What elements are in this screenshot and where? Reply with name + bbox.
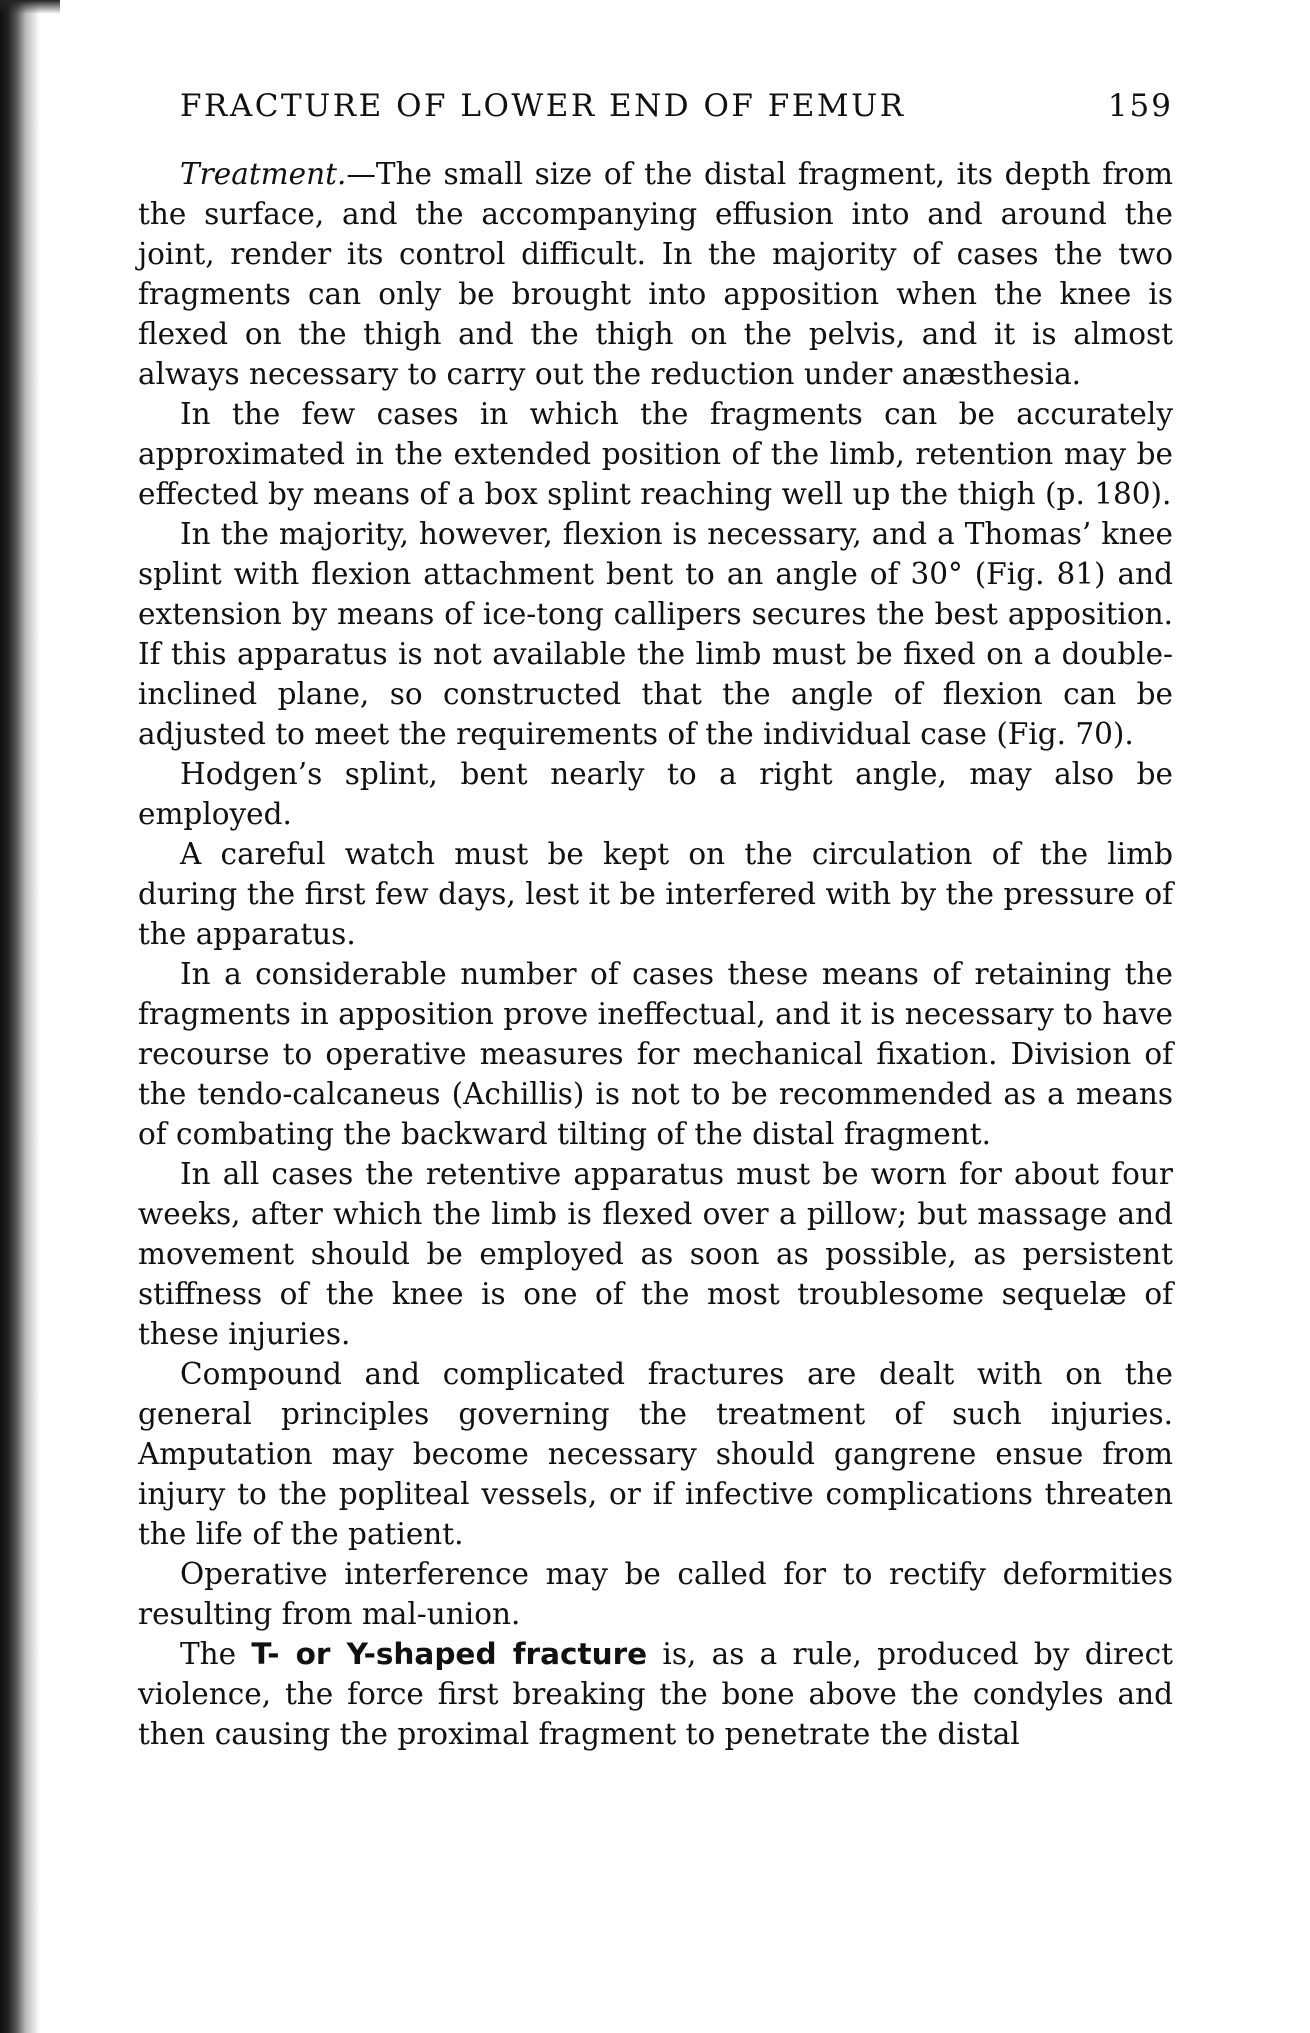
running-head-title: FRACTURE OF LOWER END OF FEMUR bbox=[180, 88, 906, 124]
paragraph-flexion bbox=[138, 514, 1173, 754]
book-page bbox=[138, 88, 1173, 1754]
paragraph-text: In the majority, however, flexion is necessary, and a Thomas’ knee splint with flexion attachment bent to an angle of 30° (Fig. 81) and extension by means of ice-tong callipers secures the best apposition. If this apparatus is not available the limb must be fixed on a double-inclined plane, so constructed that the angle of flexion can be adjusted to meet the requirements of the individual case (Fig. 70). bbox=[138, 517, 1173, 751]
paragraph-extended-position bbox=[138, 394, 1173, 514]
paragraph-treatment bbox=[138, 154, 1173, 394]
paragraph-text: —The small size of the distal fragment, its depth from the surface, and the accompanying effusion into and around the joint, render its control difficult. In the majority of cases the two fragments can only be brought into apposition when the knee is flexed on the thigh and the thigh on the pelvis, and it is almost always necessary to carry out the reduction under anæsthesia. bbox=[138, 157, 1173, 391]
paragraph-text: In the few cases in which the fragments can be accurately approximated in the extended position of the limb, retention may be effected by means of a box splint reaching well up the thigh (p. 180). bbox=[138, 397, 1173, 511]
scan-corner-shadow bbox=[0, 0, 60, 14]
paragraph-text: Operative interference may be called for to rectify deformities resulting from mal-union. bbox=[138, 1557, 1173, 1631]
paragraph-text: In all cases the retentive apparatus must be worn for about four weeks, after which the limb is flexed over a pillow; but massage and movement should be employed as soon as possible, as persistent stiffness of the knee is one of the most troublesome sequelæ of these injuries. bbox=[138, 1157, 1173, 1351]
paragraph-mal-union bbox=[138, 1554, 1173, 1634]
paragraph-text: is, as a rule, produced by direct violence, the force first breaking the bone above the condyles and then causing the proximal fragment to penetrate the distal bbox=[138, 1637, 1173, 1751]
paragraph-text: In a considerable number of cases these means of retaining the fragments in apposition prove ineffectual, and it is necessary to have recourse to operative measures for mechanical fixation. Division of the tendo-calcaneus (Achillis) is not to be recommended as a means of combating the backward tilting of the distal fragment. bbox=[138, 957, 1173, 1151]
paragraph-t-y-shaped-fracture bbox=[138, 1634, 1173, 1754]
treatment-heading: Treatment. bbox=[180, 157, 347, 191]
paragraph-text-pre: The bbox=[180, 1637, 252, 1671]
page-number: 159 bbox=[1107, 88, 1173, 124]
paragraph-retentive-apparatus bbox=[138, 1154, 1173, 1354]
paragraph-text: Compound and complicated fractures are dealt with on the general principles governing the treatment of such injuries. Amputation may become necessary should gangrene ensue from injury to the popliteal vessels, or if infective complications threaten the life of the patient. bbox=[138, 1357, 1173, 1551]
paragraph-hodgen-splint bbox=[138, 754, 1173, 834]
paragraph-circulation bbox=[138, 834, 1173, 954]
paragraph-text: Hodgen’s splint, bent nearly to a right angle, may also be employed. bbox=[138, 757, 1173, 831]
scan-binding-edge bbox=[0, 0, 40, 2033]
t-y-shaped-fracture-term: T- or Y-shaped fracture bbox=[251, 1637, 648, 1671]
paragraph-text: A careful watch must be kept on the circulation of the limb during the first few days, lest it be interfered with by the pressure of the apparatus. bbox=[138, 837, 1173, 951]
paragraph-compound-fractures bbox=[138, 1354, 1173, 1554]
paragraph-operative-fixation bbox=[138, 954, 1173, 1154]
running-head bbox=[180, 88, 1173, 124]
